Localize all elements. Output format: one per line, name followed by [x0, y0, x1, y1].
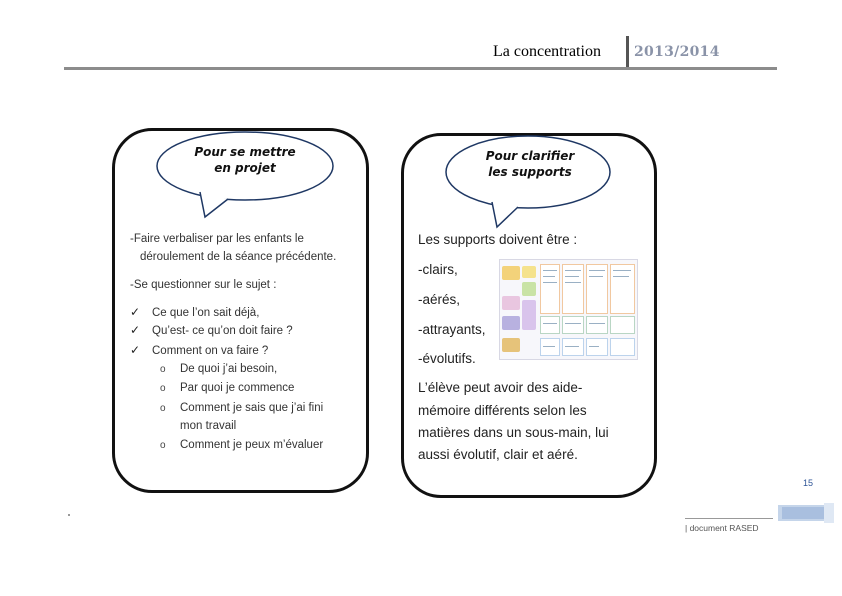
speech-bubble-right [440, 132, 620, 230]
sub-item [160, 360, 277, 379]
sub-item-label: Comment je peux m’évaluer [180, 439, 324, 451]
intro-line: -Se questionner sur le sujet : [130, 279, 277, 291]
thumbnail-text-line [589, 276, 603, 277]
supports-list-item: -attrayants, [418, 322, 486, 337]
thumbnail-cell [586, 316, 608, 334]
paragraph-line: mémoire différents selon les [418, 403, 587, 418]
thumbnail-picture [522, 266, 536, 278]
supports-heading: Les supports doivent être : [418, 232, 578, 247]
sub-item-label: De quoi j’ai besoin, [180, 363, 278, 375]
thumbnail-text-line [543, 276, 555, 277]
header-separator [626, 36, 629, 68]
check-item-label: Qu’est- ce qu’on doit faire ? [152, 325, 293, 337]
check-item [130, 341, 268, 360]
bubble-left-text [170, 144, 320, 176]
paragraph-line: L’élève peut avoir des aide- [418, 380, 583, 395]
intro-line: déroulement de la séance précédente. [140, 251, 337, 263]
thumbnail-cell [610, 264, 635, 314]
aide-memoire-thumbnail [499, 259, 638, 360]
thumbnail-picture [522, 282, 536, 296]
thumbnail-picture [502, 338, 520, 352]
bubble-right-text [455, 148, 605, 180]
thumbnail-text-line [543, 282, 557, 283]
thumbnail-text-line [589, 323, 605, 324]
thumbnail-picture [502, 266, 520, 280]
document-title: La concentration [493, 43, 601, 60]
bubble-left-line2: en projet [214, 161, 276, 175]
supports-list-item: -clairs, [418, 262, 458, 277]
checkmark-icon: ✓ [130, 323, 141, 337]
thumbnail-cell [586, 338, 608, 356]
thumbnail-text-line [565, 323, 581, 324]
bubble-right-line2: les supports [488, 165, 572, 179]
thumbnail-text-line [565, 282, 581, 283]
thumbnail-cell [562, 264, 584, 314]
sub-item-label: Par quoi je commence [180, 382, 295, 394]
thumbnail-text-line [543, 346, 555, 347]
sub-item-label: Comment je sais que j’ai fini [180, 402, 324, 414]
thumbnail-cell [610, 338, 635, 356]
header-rule [64, 67, 777, 70]
bubble-left-line1: Pour se mettre [194, 145, 296, 159]
thumbnail-cell [540, 338, 560, 356]
thumbnail-text-line [543, 270, 557, 271]
thumbnail-cell [586, 264, 608, 314]
check-item-label: Ce que l’on sait déjà, [152, 307, 260, 319]
check-item-label: Comment on va faire ? [152, 345, 269, 357]
thumbnail-text-line [613, 270, 631, 271]
footer-dot [68, 514, 70, 516]
thumbnail-text-line [565, 270, 581, 271]
thumbnail-picture [522, 300, 536, 330]
sub-item [160, 379, 294, 398]
thumbnail-cell [610, 316, 635, 334]
paragraph-line: matières dans un sous-main, lui [418, 425, 609, 440]
sub-item-continuation: mon travail [180, 420, 237, 432]
thumbnail-text-line [543, 323, 557, 324]
supports-list-item: -aérés, [418, 292, 461, 307]
bullet-circle-icon: o [160, 403, 166, 414]
thumbnail-text-line [589, 270, 605, 271]
supports-list-item: -évolutifs. [418, 351, 476, 366]
footer-document-label: | document RASED [685, 523, 759, 533]
thumbnail-cell [562, 316, 584, 334]
bullet-circle-icon: o [160, 364, 166, 375]
thumbnail-picture-column [500, 260, 540, 359]
thumbnail-text-line [613, 276, 629, 277]
bullet-circle-icon: o [160, 440, 166, 451]
thumbnail-cell [540, 316, 560, 334]
thumbnail-text-line [565, 276, 579, 277]
thumbnail-picture [502, 296, 520, 310]
check-item [130, 321, 293, 340]
page-number: 15 [803, 478, 814, 488]
sub-item [160, 436, 323, 455]
thumbnail-cell [562, 338, 584, 356]
bubble-right-line1: Pour clarifier [485, 149, 575, 163]
thumbnail-text-line [565, 346, 579, 347]
school-year: 2013/2014 [634, 44, 720, 60]
checkmark-icon: ✓ [130, 343, 141, 357]
footer-decoration [778, 503, 834, 523]
checkmark-icon: ✓ [130, 305, 141, 319]
paragraph-line: aussi évolutif, clair et aéré. [418, 447, 578, 462]
thumbnail-text-line [589, 346, 599, 347]
intro-line: -Faire verbaliser par les enfants le [130, 233, 304, 245]
thumbnail-cell [540, 264, 560, 314]
footer-rule [685, 518, 773, 519]
thumbnail-picture [502, 316, 520, 330]
check-item [130, 303, 259, 322]
sub-item [160, 399, 323, 418]
bullet-circle-icon: o [160, 383, 166, 394]
